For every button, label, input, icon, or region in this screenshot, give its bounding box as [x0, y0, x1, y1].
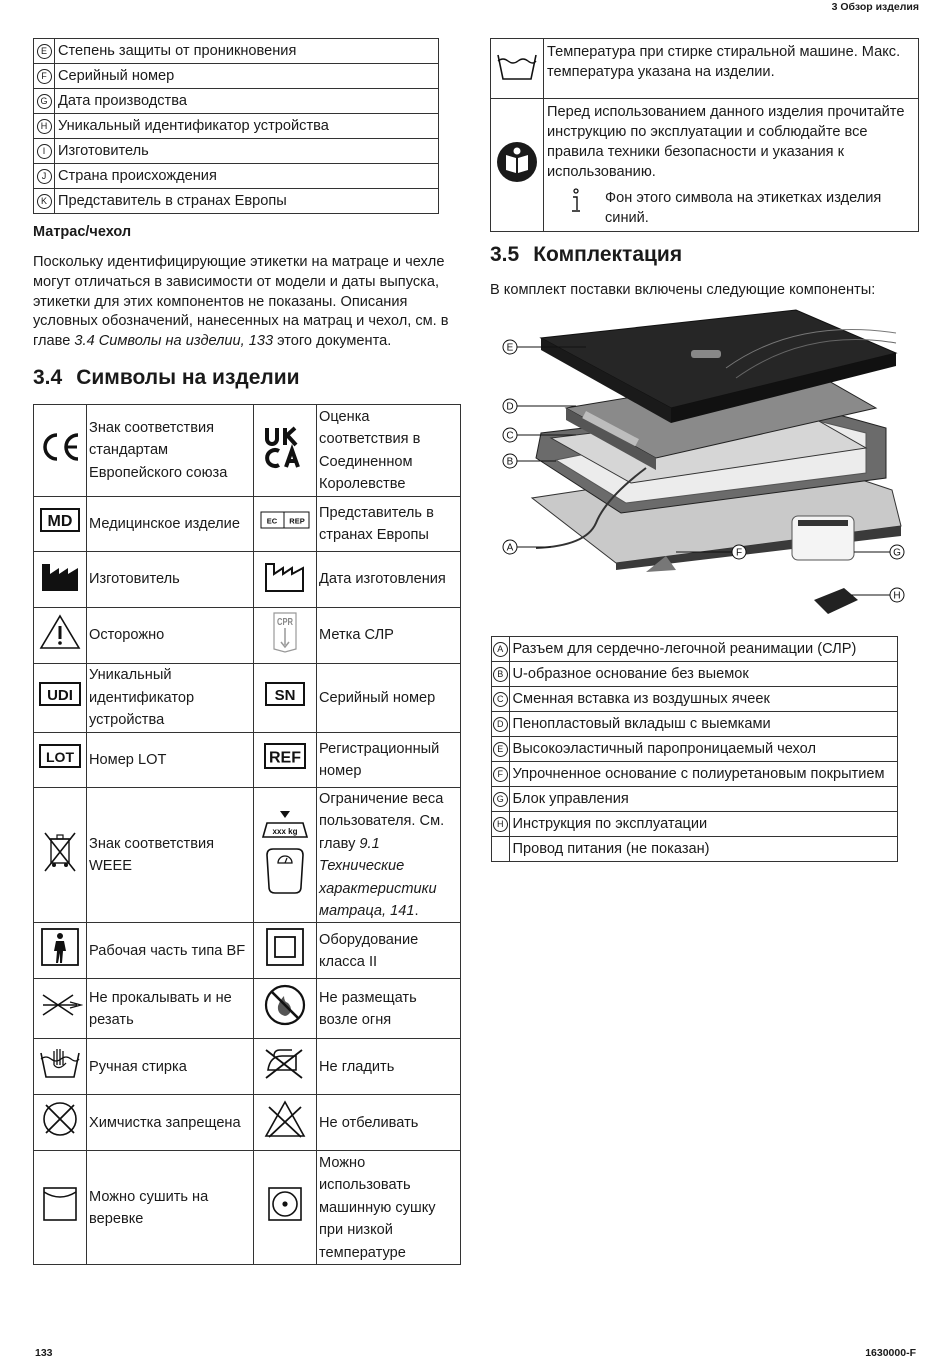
callout-marker: B	[493, 667, 508, 682]
table-row	[492, 737, 898, 762]
bf-applied-part-icon	[40, 955, 80, 971]
table-cell: Ручная стирка	[87, 1039, 254, 1095]
no-bleach-icon	[263, 1127, 307, 1143]
table-cell: Метка СЛР	[317, 608, 461, 664]
cross-reference-link[interactable]: 3.4 Символы на изделии, 133	[74, 333, 274, 350]
right-symbols-table	[490, 38, 919, 232]
callout-marker: H	[493, 817, 508, 832]
paragraph-text: этого документа.	[273, 333, 392, 350]
table-cell: Химчистка запрещена	[87, 1095, 254, 1151]
table-cell	[317, 788, 461, 923]
table-cell: Пенопластовый вкладыш с выемками	[509, 712, 897, 737]
callout-marker: H	[893, 590, 901, 602]
table-cell: Сменная вставка из воздушных ячеек	[509, 687, 897, 712]
table-row	[34, 497, 461, 552]
table-cell: Оборудование класса II	[317, 923, 461, 979]
line-dry-icon	[42, 1210, 78, 1226]
table-row	[34, 733, 461, 788]
callout-marker: A	[493, 642, 508, 657]
table-cell: Серийный номер	[317, 664, 461, 733]
table-cell: Рабочая часть типа BF	[87, 923, 254, 979]
table-cell: Можно использовать машинную сушку при низкой температуре	[317, 1151, 461, 1265]
callout-marker: F	[493, 767, 508, 782]
callout-marker: E	[506, 342, 514, 354]
table-row	[34, 39, 439, 64]
callout-marker: C	[493, 692, 508, 707]
table-row	[34, 189, 439, 214]
callout-marker: G	[493, 792, 508, 807]
cross-reference-link[interactable]: 9.1 Технические характеристики матраца, 141	[319, 835, 437, 920]
table-cell: Представитель в странах Европы	[317, 497, 461, 552]
ec-rep-icon	[260, 517, 310, 533]
icon-badge: EC	[266, 516, 278, 526]
symbols-table	[33, 404, 461, 1265]
callout-marker: D	[506, 401, 514, 413]
callout-marker: F	[37, 69, 52, 84]
table-cell: Оценка соответствия в Соединенном Королевстве	[317, 405, 461, 497]
callout-marker: B	[506, 456, 514, 468]
ce-mark-icon	[38, 450, 82, 466]
table-row	[34, 114, 439, 139]
table-cell: Осторожно	[87, 608, 254, 664]
callout-marker: G	[37, 94, 52, 109]
table-row	[34, 923, 461, 979]
callout-marker: G	[893, 547, 901, 559]
class-ii-icon	[265, 955, 305, 971]
table-cell: Можно сушить на веревке	[87, 1151, 254, 1265]
table-cell: Уникальный идентификатор устройства	[55, 114, 439, 139]
table-cell: U-образное основание без выемок	[509, 662, 897, 687]
table-row	[492, 662, 898, 687]
table-cell: Упрочненное основание с полиуретановым покрытием	[509, 762, 897, 787]
mattress-heading: Матрас/чехол	[33, 224, 132, 240]
callout-marker: H	[37, 119, 52, 134]
paragraph-text: Поскольку идентифицирующие этикетки на матраце и чехле могут отличаться в зависимости от модели и даты выпуска, этикетки для этих компонентов не показаны. Описания условных обозначений, нанесенных на матрац и чехол, см. в главе	[33, 254, 449, 350]
callout-marker: A	[506, 542, 514, 554]
table-cell: Не отбеливать	[317, 1095, 461, 1151]
exploded-view-figure	[496, 308, 916, 628]
icon-badge: MD	[47, 513, 73, 531]
table-row	[34, 405, 461, 497]
table-row	[492, 837, 898, 862]
table-row	[34, 64, 439, 89]
table-row	[34, 979, 461, 1039]
table-cell: Изготовитель	[55, 139, 439, 164]
callout-marker: J	[37, 169, 52, 184]
table-cell: Медицинское изделие	[87, 497, 254, 552]
table-cell: Не гладить	[317, 1039, 461, 1095]
table-cell: Температура при стирке стиральной машине. Макс. температура указана на изделии.	[544, 39, 919, 99]
table-row	[492, 762, 898, 787]
no-dry-clean-icon	[40, 1127, 80, 1143]
section-title: Комплектация	[533, 243, 683, 266]
caution-icon	[39, 638, 81, 654]
icon-badge: SN	[274, 687, 296, 705]
no-pierce-icon	[37, 1007, 83, 1023]
running-header: 3 Обзор изделия	[831, 1, 919, 13]
table-cell: Дата производства	[55, 89, 439, 114]
medical-device-icon	[40, 513, 80, 536]
table-cell: Провод питания (не показан)	[509, 837, 897, 862]
table-row	[34, 139, 439, 164]
section-number: 3.4	[33, 366, 63, 389]
table-cell: Разъем для сердечно-легочной реанимации (СЛР)	[509, 637, 897, 662]
table-cell: Не размещать возле огня	[317, 979, 461, 1039]
section-intro: В комплект поставки включены следующие компоненты:	[490, 282, 876, 298]
table-cell: Степень защиты от проникновения	[55, 39, 439, 64]
table-row	[34, 164, 439, 189]
mattress-paragraph	[33, 253, 463, 352]
callout-marker: D	[493, 717, 508, 732]
table-row	[34, 788, 461, 923]
table-row	[492, 787, 898, 812]
table-cell	[544, 99, 919, 232]
no-fire-icon	[264, 1014, 306, 1030]
table-cell: Знак соответствия стандартам Европейского союза	[87, 405, 254, 497]
table-row	[492, 637, 898, 662]
weee-icon	[40, 863, 80, 879]
table-cell: Не прокалывать и не резать	[87, 979, 254, 1039]
table-row	[34, 552, 461, 608]
label-table	[33, 38, 439, 214]
table-row	[34, 664, 461, 733]
udi-icon	[39, 687, 81, 710]
table-cell: Серийный номер	[55, 64, 439, 89]
icon-badge: REP	[289, 516, 305, 526]
table-row	[34, 1039, 461, 1095]
table-row	[34, 608, 461, 664]
icon-badge: LOT	[46, 749, 74, 766]
cell-text: Перед использованием данного изделия прочитайте инструкцию по эксплуатации и соблюдайте все правила техники безопасности и указания к использованию.	[547, 104, 905, 180]
ref-icon	[264, 749, 306, 773]
section-title: Символы на изделии	[76, 366, 300, 389]
table-row	[491, 39, 919, 99]
note-block	[547, 188, 915, 228]
table-cell: Изготовитель	[87, 552, 254, 608]
callout-marker: E	[493, 742, 508, 757]
table-cell: Знак соответствия WEEE	[87, 788, 254, 923]
no-iron-icon	[262, 1068, 308, 1084]
page-number: 133	[35, 1347, 53, 1359]
mattress-illustration	[496, 308, 916, 628]
table-row	[34, 89, 439, 114]
components-table	[491, 636, 898, 862]
serial-number-icon	[265, 687, 305, 710]
icon-badge: REF	[269, 749, 301, 767]
table-cell: Страна происхождения	[55, 164, 439, 189]
icon-badge: CPR	[277, 616, 294, 628]
cell-text: .	[414, 903, 419, 920]
icon-badge: xxx kg	[272, 826, 298, 836]
manufacturer-icon	[40, 580, 80, 596]
table-cell: Дата изготовления	[317, 552, 461, 608]
table-cell: Представитель в странах Европы	[55, 189, 439, 214]
table-row	[492, 712, 898, 737]
info-icon	[547, 188, 605, 220]
read-manual-icon	[496, 171, 538, 187]
note-text: Фон этого символа на этикетках изделия синий.	[605, 190, 882, 226]
hand-wash-icon	[38, 1067, 82, 1083]
ukca-mark-icon	[263, 457, 307, 473]
table-row	[34, 1095, 461, 1151]
callout-marker: K	[37, 194, 52, 209]
weight-limit-icon	[261, 826, 309, 899]
manufacture-date-icon	[263, 580, 307, 596]
section-number: 3.5	[490, 243, 520, 266]
table-cell: Номер LOT	[87, 733, 254, 788]
section-heading	[33, 366, 300, 390]
callout-marker: E	[37, 44, 52, 59]
cpr-tag-icon	[270, 616, 300, 657]
table-row	[492, 687, 898, 712]
section-heading	[490, 243, 682, 267]
cell-text: Ограничение веса пользователя. См. главу	[319, 791, 445, 852]
callout-marker: F	[735, 547, 743, 559]
table-cell	[492, 837, 510, 862]
tumble-dry-low-icon	[267, 1210, 303, 1226]
table-row	[492, 812, 898, 837]
table-cell: Регистрационный номер	[317, 733, 461, 788]
table-cell: Высокоэластичный паропроницаемый чехол	[509, 737, 897, 762]
icon-badge: UDI	[47, 687, 73, 705]
table-cell: Блок управления	[509, 787, 897, 812]
table-cell: Инструкция по эксплуатации	[509, 812, 897, 837]
callout-marker: I	[37, 144, 52, 159]
machine-wash-icon	[496, 69, 538, 85]
document-number: 1630000-F	[865, 1347, 916, 1359]
callout-marker: C	[506, 430, 514, 442]
lot-icon	[39, 749, 81, 772]
table-row	[491, 99, 919, 232]
table-cell: Уникальный идентификатор устройства	[87, 664, 254, 733]
table-row	[34, 1151, 461, 1265]
